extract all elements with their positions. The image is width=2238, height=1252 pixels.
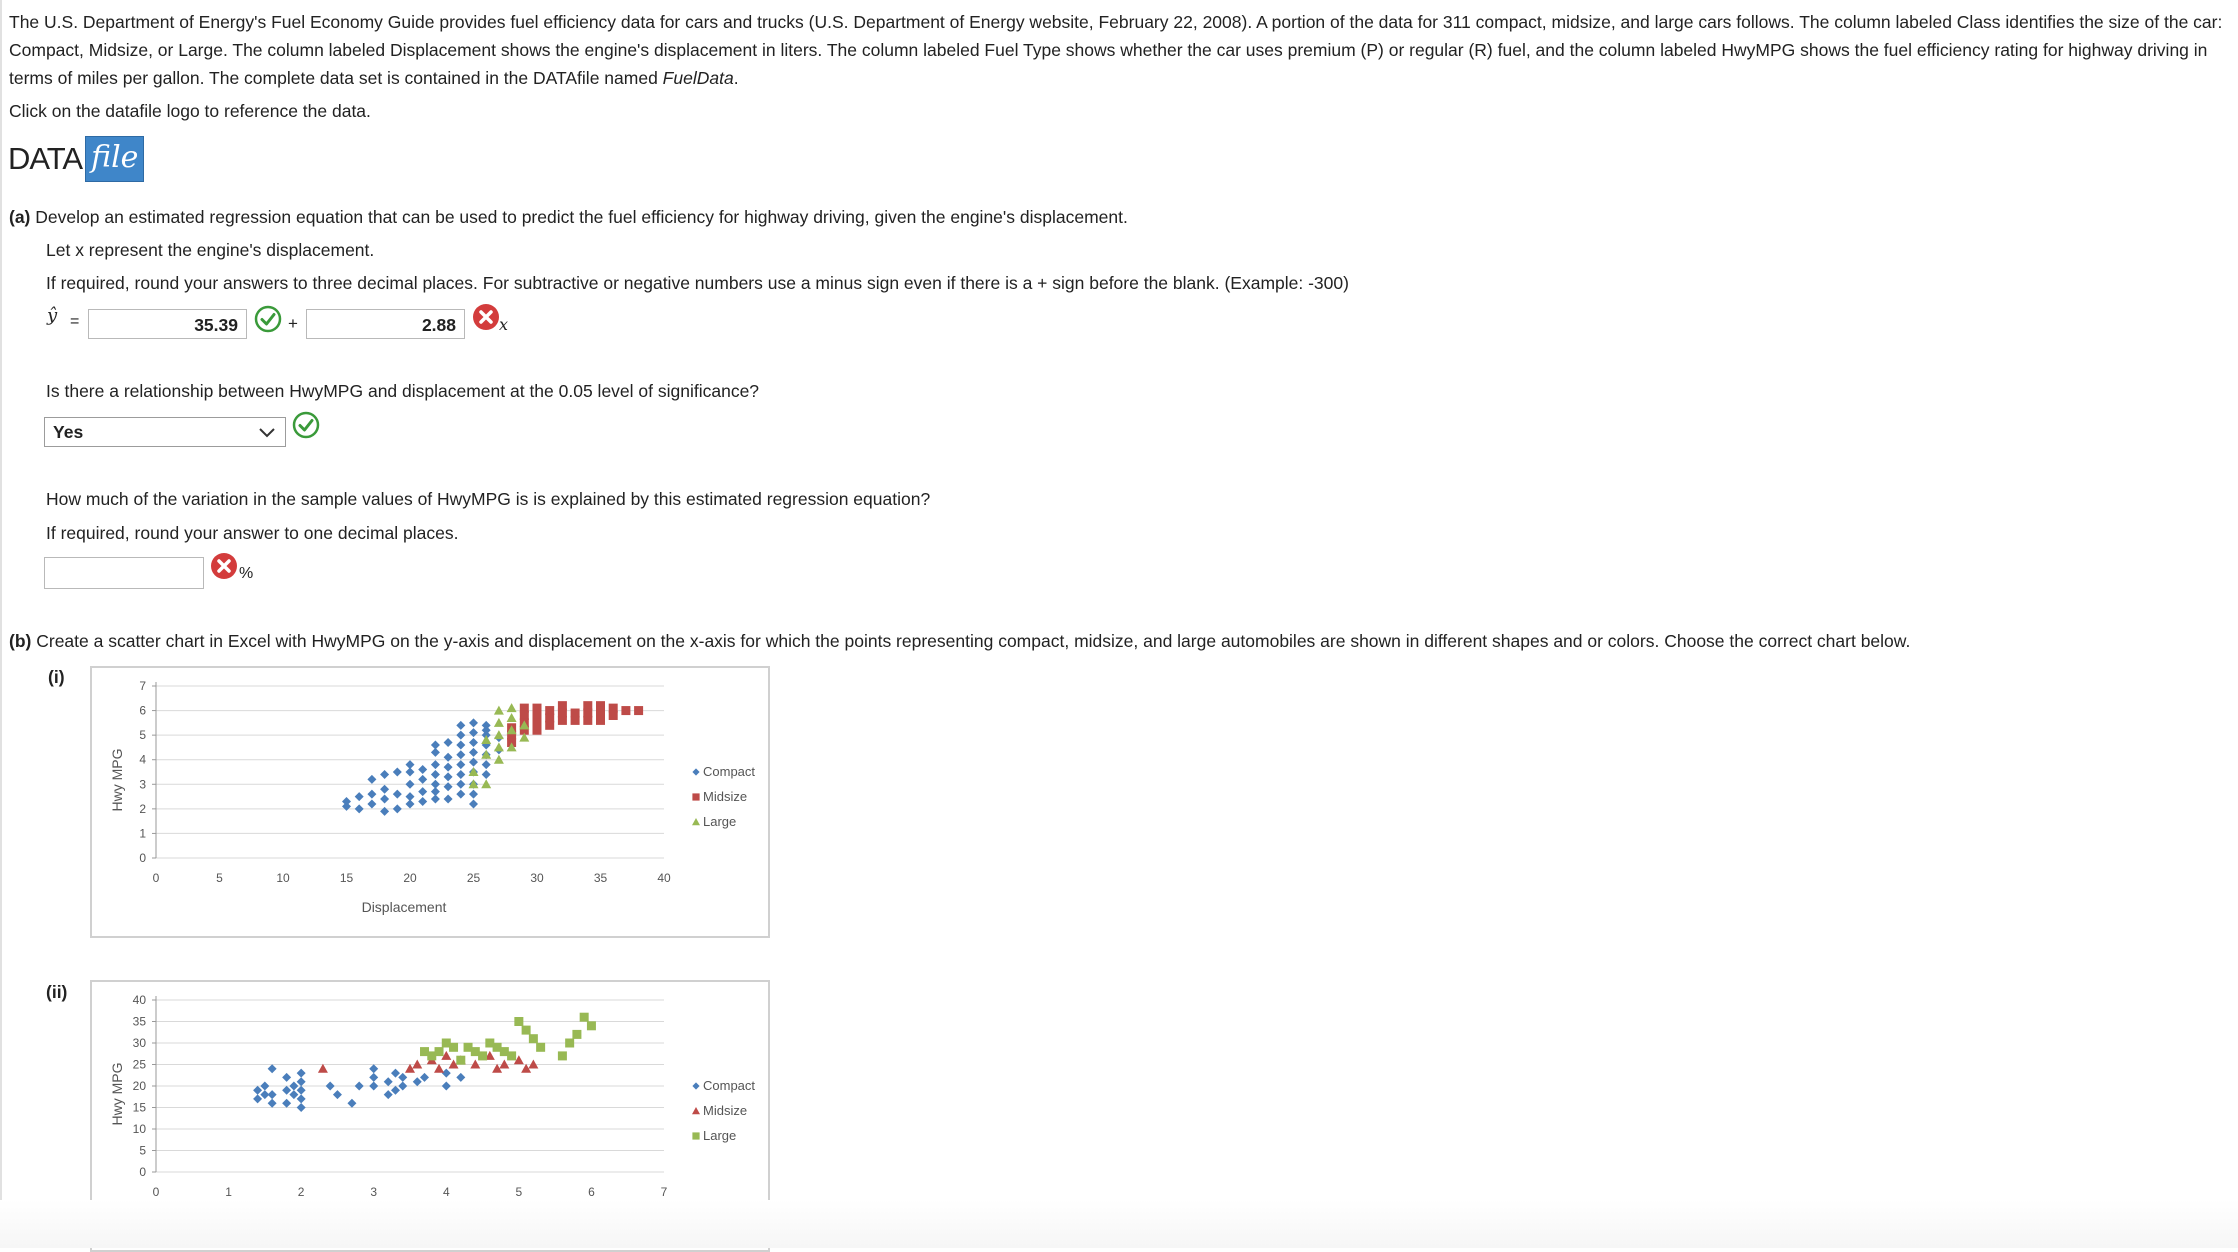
x-tick-label: 0 [152,871,160,885]
data-point-midsize [609,711,618,720]
data-point-compact [297,1086,306,1095]
data-point-midsize [634,706,643,715]
y-tick-label: 0 [139,1165,146,1179]
data-point-compact [456,731,465,740]
data-point-compact [367,775,376,784]
equals-sign: = [70,313,80,330]
y-tick-label: 25 [132,1057,146,1072]
x-tick-label: 5 [216,871,223,885]
variation-question: How much of the variation in the sample values of HwyMPG is is explained by this estimated regression equation? [46,489,931,509]
data-point-large [565,1039,574,1048]
correct-check-icon [254,305,282,333]
x-tick-label: 20 [403,871,417,885]
x-tick-label: 5 [515,1185,523,1199]
data-point-large [587,1021,596,1030]
data-point-compact [367,799,376,808]
x-tick-label: 40 [657,871,671,885]
data-point-midsize [596,716,605,725]
data-point-large [507,1051,516,1060]
data-point-compact [456,760,465,769]
x-tick-label: 10 [276,871,290,885]
scatter-chart-i [92,668,768,936]
percent-sign: % [239,565,254,582]
data-point-compact [420,1073,429,1082]
datafile-logo-data: DATA [8,141,83,176]
data-point-compact [456,721,465,730]
part-a-instructions: If required, round your answers to three decimal places. For subtractive or negative numbers use a minus sign even if there is a + sign before the blank. (Example: -300) [46,273,1349,293]
data-point-compact [326,1082,335,1091]
data-point-compact [444,782,453,791]
data-point-compact [469,738,478,747]
variation-input[interactable] [44,557,204,589]
data-point-compact [444,738,453,747]
data-point-large [536,1043,545,1052]
data-point-compact [282,1073,291,1082]
data-point-compact [444,772,453,781]
data-point-compact [369,1073,378,1082]
data-point-compact [297,1094,306,1103]
legend-marker-midsize [692,1107,700,1114]
data-point-compact [391,1086,400,1095]
y-axis-label: Hwy MPG [109,1062,125,1126]
data-point-compact [442,1069,451,1078]
intercept-input[interactable]: 35.39 [88,309,247,339]
plus-sign: + [288,314,298,333]
data-point-compact [391,1069,400,1078]
incorrect-x-icon [210,552,238,580]
data-point-compact [431,780,440,789]
part-a-label: (a) [9,207,31,227]
data-point-compact [384,1090,393,1099]
y-tick-label: 4 [139,752,146,767]
legend-label-large: Large [703,814,737,829]
option-i-label[interactable]: (i) [48,667,65,687]
legend-marker-midsize [692,793,699,800]
data-point-compact [289,1082,298,1091]
data-point-compact [418,775,427,784]
data-point-compact [469,799,478,808]
x-tick-label: 30 [530,871,544,885]
x-tick-label: 4 [442,1185,450,1199]
data-point-compact [333,1090,342,1099]
data-point-large [572,1030,581,1039]
correct-check-icon [292,411,320,439]
x-tick-label: 2 [297,1185,305,1199]
data-point-compact [282,1099,291,1108]
y-tick-label: 15 [132,1100,146,1115]
data-point-compact [297,1077,306,1086]
legend-label-midsize: Midsize [703,1103,748,1118]
data-point-compact [469,790,478,799]
data-point-midsize [571,716,580,725]
data-point-compact [413,1077,422,1086]
data-point-compact [282,1086,291,1095]
data-point-large [580,1013,589,1022]
datafile-logo-file: file [85,136,144,182]
y-tick-label: 1 [139,826,146,841]
data-point-large [481,779,491,788]
legend-label-midsize: Midsize [703,789,748,804]
y-tick-label: 0 [139,851,146,865]
data-point-compact [380,785,389,794]
legend-marker-large [692,1132,699,1139]
y-tick-label: 10 [132,1122,146,1136]
data-point-compact [482,726,491,735]
x-tick-label: 6 [588,1185,595,1199]
data-point-large [507,703,517,712]
data-point-large [456,1056,465,1065]
data-point-midsize [558,716,567,725]
data-point-large [529,1034,538,1043]
data-point-compact [482,770,491,779]
legend-label-compact: Compact [703,764,756,779]
data-point-compact [253,1086,262,1095]
data-point-compact [418,765,427,774]
data-point-compact [380,770,389,779]
data-point-compact [444,763,453,772]
legend-label-compact: Compact [703,1078,756,1093]
legend-marker-large [692,818,700,825]
data-point-compact [367,790,376,799]
data-point-midsize [596,706,605,715]
data-point-midsize [434,1064,444,1073]
data-point-large [522,1026,531,1035]
data-point-midsize [621,706,630,715]
x-tick-label: 25 [466,871,481,885]
data-point-compact [369,1064,378,1073]
data-point-compact [393,790,402,799]
data-point-compact [431,760,440,769]
data-point-large [558,1051,567,1060]
part-a-prompt: (a) Develop an estimated regression equation that can be used to predict the fuel efficiency for highway driving, given the engine's displacement. [9,207,1128,227]
data-point-large [494,742,504,751]
part-b-prompt: (b) Create a scatter chart in Excel with HwyMPG on the y-axis and displacement on the x-axis for which the points representing compact, midsize, and large automobiles are shown in different shapes and or colors. Choose the correct chart below. [9,631,1911,651]
data-point-compact [342,797,351,806]
let-x-text: Let x represent the engine's displacement. [46,240,375,260]
data-point-compact [406,792,415,801]
data-point-compact [355,804,364,813]
data-point-large [478,1051,487,1060]
data-point-compact [268,1099,277,1108]
y-tick-label: 5 [139,1143,146,1158]
y-tick-label: 35 [132,1014,146,1029]
data-point-compact [456,770,465,779]
x-variable: x [499,315,509,334]
part-b-label: (b) [9,631,32,651]
data-point-midsize [318,1064,328,1073]
y-tick-label: 20 [132,1079,146,1093]
legend-marker-compact [692,1082,699,1089]
data-point-compact [456,790,465,799]
data-point-large [449,1043,458,1052]
y-tick-label: 7 [139,679,146,693]
data-point-compact [297,1069,306,1078]
data-point-compact [380,795,389,804]
data-point-midsize [533,726,542,735]
legend-label-large: Large [703,1128,737,1143]
data-point-compact [355,792,364,801]
y-tick-label: 40 [132,993,146,1007]
data-point-compact [289,1090,298,1099]
data-point-compact [297,1103,306,1112]
data-point-compact [355,1082,364,1091]
legend-marker-compact [692,768,699,775]
data-point-compact [456,1073,465,1082]
data-point-large [435,1047,444,1056]
data-point-compact [418,797,427,806]
bottom-shade [0,1200,2238,1248]
y-tick-label: 3 [139,777,146,792]
x-tick-label: 35 [593,871,608,885]
x-tick-label: 15 [339,871,354,885]
relationship-question: Is there a relationship between HwyMPG and displacement at the 0.05 level of significance? [46,381,760,401]
data-point-compact [369,1082,378,1091]
data-point-large [481,735,491,744]
left-border [0,0,2,1248]
variation-instructions: If required, round your answer to one decimal places. [46,523,459,543]
data-point-large [514,1017,523,1026]
data-point-compact [418,787,427,796]
data-point-compact [431,740,440,749]
data-point-midsize [545,721,554,730]
data-point-compact [406,760,415,769]
datafile-logo[interactable] [8,135,144,183]
x-tick-label: 7 [660,1185,668,1199]
data-point-compact [347,1099,356,1108]
data-point-compact [380,807,389,816]
data-point-compact [253,1094,262,1103]
data-point-compact [393,768,402,777]
data-point-compact [444,795,453,804]
data-point-compact [268,1064,277,1073]
data-point-compact [456,740,465,749]
data-point-large [507,713,517,722]
data-point-large [494,718,504,727]
data-point-compact [398,1082,407,1091]
y-tick-label: 5 [139,728,146,743]
option-ii-label[interactable]: (ii) [46,982,68,1002]
data-point-compact [456,750,465,759]
incorrect-x-icon [472,303,500,331]
relationship-selected-value: Yes [53,422,84,442]
data-point-compact [260,1082,269,1091]
data-point-large [494,706,504,715]
data-point-compact [469,758,478,767]
slope-input[interactable]: 2.88 [306,309,465,339]
data-point-midsize [583,716,592,725]
x-tick-label: 3 [370,1185,378,1199]
data-point-compact [398,1073,407,1082]
data-point-compact [393,804,402,813]
yhat-symbol: ŷ [47,305,58,326]
y-tick-label: 6 [139,703,146,718]
data-point-compact [406,780,415,789]
x-axis-label: Displacement [361,899,447,915]
data-point-compact [456,780,465,789]
data-point-compact [469,748,478,757]
data-point-compact [469,718,478,727]
relationship-select[interactable] [44,417,286,447]
y-tick-label: 2 [139,801,146,816]
data-point-compact [384,1077,393,1086]
y-tick-label: 30 [132,1036,146,1050]
y-axis-label: Hwy MPG [109,748,125,812]
chevron-down-icon [257,422,277,442]
data-point-compact [268,1090,277,1099]
data-point-compact [482,760,491,769]
x-tick-label: 1 [225,1185,232,1199]
intro-paragraph: The U.S. Department of Energy's Fuel Economy Guide provides fuel efficiency data for cars and trucks (U.S. Department of Energy website, February 22, 2008). A portion of the data for 311 compact, midsize, and large cars follows. The column labeled Class identifies the size of the car: Compact, Midsize, or Large. The column labeled Displacement shows the engine's displacement in liters. The column labeled Fuel Type shows whether the car uses premium (P) or regular (R) fuel, and the column labeled HwyMPG shows the fuel efficiency rating for highway driving in terms of miles per gallon. The complete data set is contained in the DATAfile named FuelData. [9,12,2223,88]
data-point-compact [469,728,478,737]
x-tick-label: 0 [152,1185,160,1199]
data-point-compact [442,1082,451,1091]
datafile-name: FuelData [662,68,734,88]
chart-option-i[interactable] [90,666,770,938]
click-note: Click on the datafile logo to reference the data. [9,101,371,121]
data-point-compact [444,753,453,762]
data-point-compact [431,770,440,779]
